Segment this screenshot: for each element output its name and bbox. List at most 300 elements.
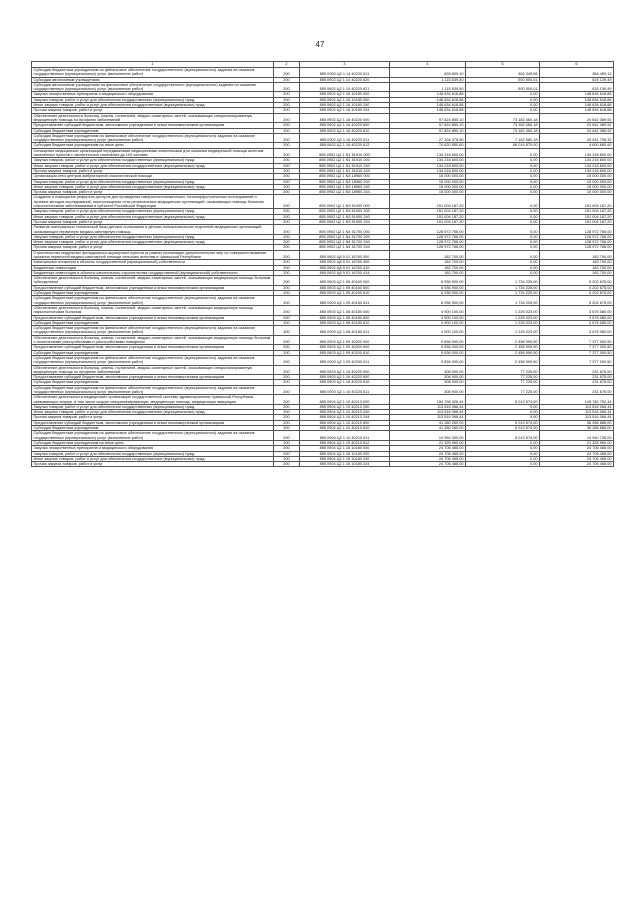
- approved-amount-cell: 41 280 260,00: [390, 426, 466, 431]
- unexecuted-amount-cell: 15 000 000,00: [540, 190, 614, 195]
- item-name-cell: Обеспечение деятельности больниц, клиник, госпиталей, медико-санитарных частей, оказывающих медицинскую помощь больным с психическими расстройствами и расстройствами поведения: [32, 335, 274, 345]
- classification-code-cell: 855 0902 Ц2 1 14 40220 620: [300, 77, 390, 82]
- table-row: [32, 123, 614, 128]
- unexecuted-amount-cell: 5 202 675,00: [540, 285, 614, 290]
- executed-amount-cell: 0,00: [466, 195, 540, 209]
- executed-amount-cell: 0,00: [466, 440, 540, 445]
- approved-amount-cell: 24 706 465,00: [390, 451, 466, 456]
- unexecuted-amount-cell: 15 000 000,00: [540, 184, 614, 189]
- executed-amount-cell: 0,00: [466, 108, 540, 113]
- approved-amount-cell: 19 954 300,00: [390, 431, 466, 441]
- approved-amount-cell: 9 836 000,00: [390, 350, 466, 355]
- approved-amount-cell: 97 824 850,10: [390, 123, 466, 128]
- executed-amount-cell: 2 458 999,50: [466, 350, 540, 355]
- executed-amount-cell: 0,00: [466, 190, 540, 195]
- code-cell: 200: [274, 305, 300, 315]
- unexecuted-amount-cell: 148 634 618,88: [540, 92, 614, 97]
- unexecuted-amount-cell: 151 004 187,20: [540, 214, 614, 219]
- approved-amount-cell: 308 900,00: [390, 385, 466, 395]
- code-cell: 200: [274, 320, 300, 325]
- code-cell: 200: [274, 260, 300, 265]
- unexecuted-amount-cell: 134 218 600,00: [540, 168, 614, 173]
- classification-code-cell: 855 0902 Ц2 1 16 10180 240: [300, 103, 390, 108]
- table-row: [32, 148, 614, 158]
- unexecuted-amount-cell: 128 972 766,00: [540, 225, 614, 235]
- item-name-cell: Предоставление субсидий бюджетным, автономным учреждениям и иным некоммерческим организациям: [32, 285, 274, 290]
- executed-amount-cell: 0,00: [466, 234, 540, 239]
- classification-code-cell: 855 0904 Ц2 1 10 40210 244: [300, 415, 390, 420]
- item-name-cell: Прочая закупка товаров, работ и услуг: [32, 415, 274, 420]
- approved-amount-cell: 24 706 465,00: [390, 456, 466, 461]
- executed-amount-cell: 73 182 460,18: [466, 113, 540, 123]
- table-row: [32, 276, 614, 286]
- classification-code-cell: 855 0904 Ц2 1 16 10180 200: [300, 451, 390, 456]
- item-name-cell: Субсидии бюджетным учреждениям: [32, 350, 274, 355]
- approved-amount-cell: 21 325 960,00: [390, 440, 466, 445]
- code-cell: 200: [274, 158, 300, 163]
- executed-amount-cell: 0,00: [466, 250, 540, 260]
- classification-code-cell: 855 0903 Ц2 1 08 40180 000: [300, 305, 390, 315]
- item-name-cell: Капитальные вложения в объекты государственной (муниципальной) собственности: [32, 260, 274, 265]
- code-cell: 200: [274, 395, 300, 405]
- item-name-cell: Субсидии бюджетным учреждениям: [32, 320, 274, 325]
- item-name-cell: Субсидии бюджетным учреждениям на финансовое обеспечение государственного (муниципального) задания на оказание государственных (муниципальных) услуг (выполнение работ): [32, 385, 274, 395]
- unexecuted-amount-cell: 182 700,00: [540, 270, 614, 275]
- classification-code-cell: 855 0903 Ц2 1 16 40220 611: [300, 385, 390, 395]
- code-cell: 200: [274, 380, 300, 385]
- approved-amount-cell: 128 972 766,00: [390, 234, 466, 239]
- unexecuted-amount-cell: 7 377 000,50: [540, 350, 614, 355]
- executed-amount-cell: 0,00: [466, 148, 540, 158]
- approved-amount-cell: 151 004 187,20: [390, 214, 466, 219]
- unexecuted-amount-cell: 5 202 675,00: [540, 296, 614, 306]
- table-row: [32, 365, 614, 375]
- classification-code-cell: 855 0904 Ц2 1 10 40210 000: [300, 395, 390, 405]
- executed-amount-cell: 0,00: [466, 219, 540, 224]
- item-name-cell: Закупка лекарственных препаратов и медицинского оборудования: [32, 446, 274, 451]
- executed-amount-cell: 0,00: [466, 410, 540, 415]
- item-name-cell: Закупка лекарственных препаратов и медицинского оборудования: [32, 92, 274, 97]
- classification-code-cell: 855 0902 Ц2 1 16 10180 000: [300, 92, 390, 97]
- approved-amount-cell: 15 000 000,00: [390, 174, 466, 179]
- code-cell: 200: [274, 285, 300, 290]
- classification-code-cell: 855 0902 Ц2 1 N3 51900 200: [300, 209, 390, 214]
- approved-amount-cell: 128 972 766,00: [390, 245, 466, 250]
- code-cell: 200: [274, 410, 300, 415]
- executed-amount-cell: 73 182 460,18: [466, 128, 540, 133]
- unexecuted-amount-cell: 7 377 000,50: [540, 345, 614, 350]
- approved-amount-cell: 182 700,00: [390, 260, 466, 265]
- table-row: [32, 462, 614, 467]
- approved-amount-cell: 148 634 618,88: [390, 92, 466, 97]
- unexecuted-amount-cell: 24 706 465,00: [540, 456, 614, 461]
- unexecuted-amount-cell: 5 202 675,00: [540, 291, 614, 296]
- table-row: [32, 113, 614, 123]
- code-cell: 200: [274, 133, 300, 143]
- classification-code-cell: 855 0902 Ц2 1 N3 18960 240: [300, 184, 390, 189]
- executed-amount-cell: 2 458 999,50: [466, 345, 540, 350]
- unexecuted-amount-cell: 134 218 600,00: [540, 148, 614, 158]
- approved-amount-cell: 6 936 900,00: [390, 291, 466, 296]
- executed-amount-cell: 0,00: [466, 225, 540, 235]
- code-cell: 200: [274, 291, 300, 296]
- approved-amount-cell: 182 700,00: [390, 265, 466, 270]
- approved-amount-cell: 4 900 100,00: [390, 315, 466, 320]
- code-cell: 200: [274, 335, 300, 345]
- item-name-cell: Иные закупки товаров, работ и услуг для обеспечения государственных (муниципальных) нужд: [32, 103, 274, 108]
- executed-amount-cell: 0,00: [466, 446, 540, 451]
- classification-code-cell: 855 0903 Ц2 1 05 40160 610: [300, 291, 390, 296]
- code-cell: 200: [274, 97, 300, 102]
- classification-code-cell: 855 0902 Ц2 1 N4 51700 200: [300, 234, 390, 239]
- header-cell: 6: [540, 62, 614, 68]
- classification-code-cell: 855 0903 Ц2 1 16 40220 600: [300, 375, 390, 380]
- executed-amount-cell: 0,00: [466, 174, 540, 179]
- approved-amount-cell: 308 900,00: [390, 365, 466, 375]
- unexecuted-amount-cell: 7 377 000,50: [540, 355, 614, 365]
- item-name-cell: Иные закупки товаров, работ и услуг для обеспечения государственных (муниципальных) нужд: [32, 456, 274, 461]
- unexecuted-amount-cell: 128 972 766,00: [540, 240, 614, 245]
- item-name-cell: Обеспечение деятельности больниц, клиник, госпиталей, медико-санитарных частей, оказывающих медицинскую помощь наркологическим больным: [32, 305, 274, 315]
- code-cell: 200: [274, 355, 300, 365]
- approved-amount-cell: 1 115 639,50: [390, 82, 466, 92]
- classification-code-cell: 855 0902 Ц2 1 N1 51910 200: [300, 158, 390, 163]
- unexecuted-amount-cell: 231 675,00: [540, 365, 614, 375]
- item-name-cell: Субсидии автономным учреждениям на финансовое обеспечение государственного (муниципального) задания на оказание государственных (муниципальных) услуг (выполнение работ): [32, 82, 274, 92]
- item-name-cell: Субсидии автономным учреждениям: [32, 77, 274, 82]
- executed-amount-cell: 0,00: [466, 168, 540, 173]
- item-name-cell: Субсидии бюджетным учреждениям на иные цели: [32, 440, 274, 445]
- table-row: [32, 143, 614, 148]
- item-name-cell: Бюджетные инвестиции в объекты капитального строительства государственной (муниципальной) собственности: [32, 270, 274, 275]
- item-name-cell: Прочая закупка товаров, работ и услуг: [32, 168, 274, 173]
- code-cell: 200: [274, 209, 300, 214]
- approved-amount-cell: 70 620 550,60: [390, 143, 466, 148]
- code-cell: 200: [274, 240, 300, 245]
- item-name-cell: Предоставление субсидий бюджетным, автономным учреждениям и иным некоммерческим организациям: [32, 375, 274, 380]
- classification-code-cell: 855 0902 Ц2 1 N1 51910 000: [300, 148, 390, 158]
- executed-amount-cell: 1 734 225,00: [466, 285, 540, 290]
- approved-amount-cell: 134 218 600,00: [390, 158, 466, 163]
- classification-code-cell: 855 0902 Ц2 1 N3 51900 000: [300, 195, 390, 209]
- unexecuted-amount-cell: 24 706 465,00: [540, 462, 614, 467]
- classification-code-cell: 855 0903 Ц2 1 16 40220 000: [300, 365, 390, 375]
- code-cell: 200: [274, 415, 300, 420]
- classification-code-cell: 855 0902 Ц2 1 16 40220 610: [300, 128, 390, 133]
- classification-code-cell: 855 0903 Ц2 1 16 40220 610: [300, 380, 390, 385]
- approved-amount-cell: 134 218 600,00: [390, 148, 466, 158]
- unexecuted-amount-cell: 20 041 795,32: [540, 133, 614, 143]
- executed-amount-cell: 5 013 574,00: [466, 420, 540, 425]
- item-name-cell: Субсидии бюджетным учреждениям на иные цели: [32, 143, 274, 148]
- classification-code-cell: 855 0902 Ц2 1 N4 51700 000: [300, 225, 390, 235]
- unexecuted-amount-cell: 151 004 187,20: [540, 219, 614, 224]
- unexecuted-amount-cell: 14 940 726,00: [540, 431, 614, 441]
- item-name-cell: Субсидии бюджетным учреждениям на финансовое обеспечение государственного (муниципального) задания на оказание государственных (муниципальных) услуг (выполнение работ): [32, 326, 274, 336]
- classification-code-cell: 855 0902 Ц2 1 N4 51700 244: [300, 245, 390, 250]
- table-row: [32, 355, 614, 365]
- item-name-cell: Иные закупки товаров, работ и услуг для обеспечения государственных (муниципальных) нужд: [32, 184, 274, 189]
- unexecuted-amount-cell: 24 706 465,00: [540, 446, 614, 451]
- item-name-cell: Субсидии бюджетным учреждениям на финансовое обеспечение государственного (муниципального) задания на оказание государственных (муниципальных) услуг (выполнение работ): [32, 431, 274, 441]
- table-row: [32, 315, 614, 320]
- approved-amount-cell: 182 700,00: [390, 250, 466, 260]
- code-cell: 200: [274, 404, 300, 409]
- approved-amount-cell: 27 204 375,50: [390, 133, 466, 143]
- item-name-cell: Закупка товаров, работ и услуг для обеспечения государственных (муниципальных) нужд: [32, 234, 274, 239]
- item-name-cell: Организация сети центров амбулаторной онкологической помощи: [32, 174, 274, 179]
- executed-amount-cell: 77 225,00: [466, 365, 540, 375]
- approved-amount-cell: 134 218 600,00: [390, 163, 466, 168]
- executed-amount-cell: 1 734 225,00: [466, 276, 540, 286]
- unexecuted-amount-cell: 3 675 080,00: [540, 320, 614, 325]
- item-name-cell: Обеспечение деятельности медицинских организаций государственной системы здравоохранения Чувашской Республики, оказывающих скорую, в том числе скорую специализированную, медицинскую помощь, медицинскую эвакуацию: [32, 395, 274, 405]
- approved-amount-cell: 41 280 260,00: [390, 420, 466, 425]
- classification-code-cell: 855 0902 Ц2 1 N3 18960 200: [300, 179, 390, 184]
- approved-amount-cell: 97 824 850,10: [390, 128, 466, 133]
- unexecuted-amount-cell: 231 675,00: [540, 375, 614, 380]
- item-name-cell: Прочая закупка товаров, работ и услуг: [32, 245, 274, 250]
- approved-amount-cell: 15 000 000,00: [390, 179, 466, 184]
- code-cell: 200: [274, 350, 300, 355]
- classification-code-cell: 855 0902 Ц2 1 16 10180 244: [300, 108, 390, 113]
- classification-code-cell: 855 0904 Ц2 1 10 40210 200: [300, 404, 390, 409]
- code-cell: 200: [274, 462, 300, 467]
- executed-amount-cell: 0,00: [466, 97, 540, 102]
- code-cell: 200: [274, 326, 300, 336]
- approved-amount-cell: 9 836 000,00: [390, 335, 466, 345]
- classification-code-cell: 855 0902 Ц2 1 N3 18960 244: [300, 190, 390, 195]
- unexecuted-amount-cell: 231 675,00: [540, 380, 614, 385]
- classification-code-cell: 855 0903 Ц2 1 09 40200 600: [300, 345, 390, 350]
- classification-code-cell: 855 0902 Ц2 1 N1 51910 244: [300, 168, 390, 173]
- executed-amount-cell: 1 225 023,00: [466, 305, 540, 315]
- code-cell: 200: [274, 128, 300, 133]
- code-cell: 200: [274, 234, 300, 239]
- table-row: [32, 345, 614, 350]
- code-cell: 200: [274, 77, 300, 82]
- executed-amount-cell: 0,00: [466, 184, 540, 189]
- approved-amount-cell: 128 972 766,00: [390, 240, 466, 245]
- item-name-cell: Субсидии бюджетным учреждениям на финансовое обеспечение государственного (муниципального) задания на оказание государственных (муниципальных) услуг (выполнение работ): [32, 133, 274, 143]
- approved-amount-cell: 4 900 100,00: [390, 320, 466, 325]
- unexecuted-amount-cell: 113 516 066,44: [540, 410, 614, 415]
- classification-code-cell: 855 0902 Ц2 1 N3 51900 240: [300, 214, 390, 219]
- executed-amount-cell: 0,00: [466, 179, 540, 184]
- unexecuted-amount-cell: 151 004 187,20: [540, 195, 614, 209]
- executed-amount-cell: 0,00: [466, 260, 540, 265]
- unexecuted-amount-cell: 134 218 600,00: [540, 158, 614, 163]
- classification-code-cell: 855 0902 Ц2 1 N3 18960 000: [300, 174, 390, 179]
- executed-amount-cell: 77 225,00: [466, 380, 540, 385]
- code-cell: 200: [274, 440, 300, 445]
- classification-code-cell: 855 0902 Ц2 1 16 40220 000: [300, 113, 390, 123]
- classification-code-cell: 855 0903 Ц2 1 09 40200 611: [300, 355, 390, 365]
- executed-amount-cell: 500 500,01: [466, 77, 540, 82]
- classification-code-cell: 855 0903 Ц2 1 09 40200 000: [300, 335, 390, 345]
- executed-amount-cell: 0,00: [466, 270, 540, 275]
- unexecuted-amount-cell: 366 459,12: [540, 68, 614, 78]
- table-row: [32, 420, 614, 425]
- executed-amount-cell: 0,00: [466, 456, 540, 461]
- classification-code-cell: 855 0903 Ц2 1 08 40180 611: [300, 326, 390, 336]
- classification-code-cell: 855 0902 Ц2 1 16 40220 612: [300, 143, 390, 148]
- table-row: [32, 335, 614, 345]
- code-cell: 200: [274, 163, 300, 168]
- unexecuted-amount-cell: 148 634 618,88: [540, 103, 614, 108]
- unexecuted-amount-cell: 151 004 187,20: [540, 209, 614, 214]
- classification-code-cell: 855 0902 Ц8 9 01 16760 410: [300, 265, 390, 270]
- code-cell: 200: [274, 148, 300, 158]
- unexecuted-amount-cell: 231 675,00: [540, 385, 614, 395]
- executed-amount-cell: 5 013 574,00: [466, 431, 540, 441]
- unexecuted-amount-cell: 182 700,00: [540, 260, 614, 265]
- code-cell: 200: [274, 276, 300, 286]
- approved-amount-cell: 15 000 000,00: [390, 184, 466, 189]
- classification-code-cell: 855 0903 Ц2 1 05 40160 600: [300, 285, 390, 290]
- classification-code-cell: 855 0904 Ц2 1 10 40210 240: [300, 410, 390, 415]
- table-row: [32, 326, 614, 336]
- executed-amount-cell: 2 458 999,50: [466, 335, 540, 345]
- approved-amount-cell: 182 700,00: [390, 270, 466, 275]
- approved-amount-cell: 134 218 600,00: [390, 168, 466, 173]
- table-row: [32, 431, 614, 441]
- table-row: [32, 296, 614, 306]
- code-cell: 200: [274, 225, 300, 235]
- classification-code-cell: 855 0904 Ц2 1 10 40210 612: [300, 440, 390, 445]
- code-cell: 200: [274, 265, 300, 270]
- item-name-cell: Субсидии бюджетным учреждениям на финансовое обеспечение государственного (муниципального) задания на оказание государственных (муниципальных) услуг (выполнение работ): [32, 68, 274, 78]
- unexecuted-amount-cell: 3 675 080,00: [540, 315, 614, 320]
- item-name-cell: Предоставление субсидий бюджетным, автономным учреждениям и иным некоммерческим организациям: [32, 315, 274, 320]
- item-name-cell: Обеспечение деятельности больниц, клиник, госпиталей, медико-санитарных частей, оказывающих специализированную медицинскую помощь по профилю заболеваний: [32, 113, 274, 123]
- executed-amount-cell: 0,00: [466, 265, 540, 270]
- approved-amount-cell: 6 936 900,00: [390, 276, 466, 286]
- classification-code-cell: 855 0903 Ц2 1 09 40200 610: [300, 350, 390, 355]
- classification-code-cell: 855 0902 Ц2 1 N4 51700 240: [300, 240, 390, 245]
- code-cell: 200: [274, 108, 300, 113]
- executed-amount-cell: 0,00: [466, 214, 540, 219]
- item-name-cell: Строительство модульных фельдшерско-акушерских пунктов (в рамках реализации дополнительных мер по совершенствованию оказания первичной медико-санитарной помощи сельским жителям в Чувашской Республике: [32, 250, 274, 260]
- approved-amount-cell: 148 634 618,88: [390, 97, 466, 102]
- unexecuted-amount-cell: 128 972 766,00: [540, 234, 614, 239]
- classification-code-cell: 855 0902 Ц2 1 14 40220 621: [300, 82, 390, 92]
- code-cell: 200: [274, 103, 300, 108]
- unexecuted-amount-cell: 24 642 389,92: [540, 113, 614, 123]
- classification-code-cell: 855 0904 Ц2 1 10 40210 611: [300, 431, 390, 441]
- approved-amount-cell: 6 936 900,00: [390, 285, 466, 290]
- header-cell: 5: [466, 62, 540, 68]
- unexecuted-amount-cell: 21 325 960,00: [540, 440, 614, 445]
- unexecuted-amount-cell: 148 634 618,88: [540, 108, 614, 113]
- item-name-cell: Обеспечение деятельности больниц, клиник, госпиталей, медико-санитарных частей, оказывающих специализированную медицинскую помощь по профилю заболеваний: [32, 365, 274, 375]
- approved-amount-cell: 113 516 066,44: [390, 404, 466, 409]
- table-row: [32, 133, 614, 143]
- executed-amount-cell: 5 013 574,00: [466, 426, 540, 431]
- classification-code-cell: 855 0903 Ц2 1 05 40160 000: [300, 276, 390, 286]
- code-cell: 200: [274, 143, 300, 148]
- executed-amount-cell: 0,00: [466, 158, 540, 163]
- approved-amount-cell: 148 634 618,88: [390, 108, 466, 113]
- header-cell: 4: [390, 62, 466, 68]
- item-name-cell: Развитие материально-технической базы детских поликлиник и детских поликлинических отделений медицинских организаций, оказывающих первичную медико-санитарную помощь: [32, 225, 274, 235]
- unexecuted-amount-cell: 148 634 618,88: [540, 97, 614, 102]
- item-name-cell: Прочая закупка товаров, работ и услуг: [32, 462, 274, 467]
- approved-amount-cell: 308 900,00: [390, 375, 466, 380]
- executed-amount-cell: 73 182 460,18: [466, 123, 540, 128]
- executed-amount-cell: 500 500,01: [466, 82, 540, 92]
- approved-amount-cell: 9 836 000,00: [390, 355, 466, 365]
- approved-amount-cell: 148 634 618,88: [390, 103, 466, 108]
- item-name-cell: Прочая закупка товаров, работ и услуг: [32, 219, 274, 224]
- code-cell: 200: [274, 219, 300, 224]
- code-cell: 200: [274, 451, 300, 456]
- executed-amount-cell: 0,00: [466, 462, 540, 467]
- unexecuted-amount-cell: 128 972 766,00: [540, 245, 614, 250]
- classification-code-cell: 855 0902 Ц8 9 01 16760 414: [300, 270, 390, 275]
- approved-amount-cell: 113 516 066,44: [390, 415, 466, 420]
- code-cell: 200: [274, 420, 300, 425]
- code-cell: 200: [274, 179, 300, 184]
- classification-code-cell: 855 0902 Ц8 9 01 16760 400: [300, 260, 390, 265]
- code-cell: 200: [274, 296, 300, 306]
- item-name-cell: Прочая закупка товаров, работ и услуг: [32, 190, 274, 195]
- item-name-cell: Закупка товаров, работ и услуг для обеспечения государственных (муниципальных) нужд: [32, 209, 274, 214]
- table-row: [32, 375, 614, 380]
- unexecuted-amount-cell: 24 642 389,92: [540, 123, 614, 128]
- executed-amount-cell: 77 225,00: [466, 375, 540, 380]
- approved-amount-cell: 113 516 066,44: [390, 410, 466, 415]
- table-row: [32, 305, 614, 315]
- executed-amount-cell: 1 734 225,00: [466, 291, 540, 296]
- budget-table: [31, 61, 614, 467]
- approved-amount-cell: 1 115 639,50: [390, 77, 466, 82]
- unexecuted-amount-cell: 149 782 752,44: [540, 395, 614, 405]
- code-cell: 200: [274, 315, 300, 320]
- item-name-cell: Закупка товаров, работ и услуг для обеспечения государственных (муниципальных) нужд: [32, 179, 274, 184]
- executed-amount-cell: 1 734 225,00: [466, 296, 540, 306]
- item-name-cell: Закупка товаров, работ и услуг для обеспечения государственных (муниципальных) нужд: [32, 158, 274, 163]
- item-name-cell: Иные закупки товаров, работ и услуг для обеспечения государственных (муниципальных) нужд: [32, 214, 274, 219]
- executed-amount-cell: 0,00: [466, 240, 540, 245]
- classification-code-cell: 855 0903 Ц2 1 08 40180 600: [300, 315, 390, 320]
- unexecuted-amount-cell: 3 675 080,00: [540, 326, 614, 336]
- item-name-cell: Закупка товаров, работ и услуг для обеспечения государственных (муниципальных) нужд: [32, 404, 274, 409]
- approved-amount-cell: 128 972 766,00: [390, 225, 466, 235]
- code-cell: 200: [274, 195, 300, 209]
- approved-amount-cell: 6 936 900,00: [390, 296, 466, 306]
- executed-amount-cell: 1 225 023,00: [466, 315, 540, 320]
- code-cell: 200: [274, 365, 300, 375]
- code-cell: 200: [274, 123, 300, 128]
- executed-amount-cell: 0,00: [466, 415, 540, 420]
- executed-amount-cell: 0,00: [466, 163, 540, 168]
- executed-amount-cell: 66 019 870,00: [466, 143, 540, 148]
- code-cell: 200: [274, 174, 300, 179]
- table-row: [32, 68, 614, 78]
- code-cell: 200: [274, 385, 300, 395]
- unexecuted-amount-cell: 3 675 080,00: [540, 305, 614, 315]
- code-cell: 200: [274, 92, 300, 97]
- table-row: [32, 250, 614, 260]
- item-name-cell: Бюджетные инвестиции: [32, 265, 274, 270]
- classification-code-cell: 855 0902 Ц2 1 N3 51900 244: [300, 219, 390, 224]
- approved-amount-cell: 4 900 100,00: [390, 326, 466, 336]
- executed-amount-cell: 1 225 023,00: [466, 326, 540, 336]
- approved-amount-cell: 15 000 000,00: [390, 190, 466, 195]
- table-row: [32, 395, 614, 405]
- classification-code-cell: 855 0904 Ц2 1 16 10180 244: [300, 462, 390, 467]
